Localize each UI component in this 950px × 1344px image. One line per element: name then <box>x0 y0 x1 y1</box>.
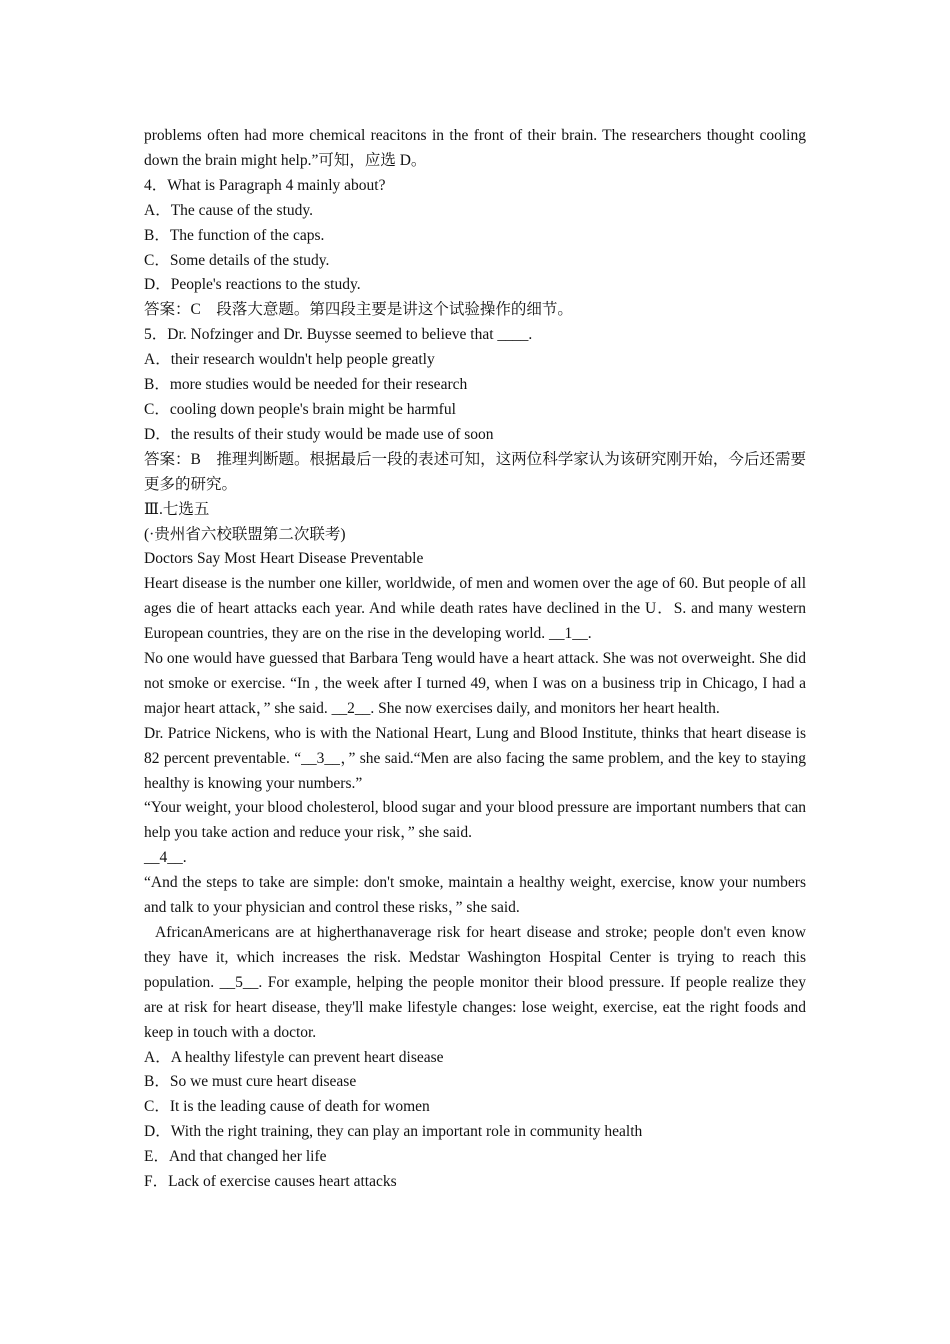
choice-option-d: D．With the right training, they can play an important role in community health <box>144 1123 643 1141</box>
passage-title: Doctors Say Most Heart Disease Preventable <box>144 550 424 568</box>
passage-paragraph-5: “And the steps to take are simple: don't smoke, maintain a healthy weight, exercise, know your numbers and talk to your physician and control these risks，” she said. <box>144 874 806 917</box>
question-4-stem: 4．What is Paragraph 4 mainly about? <box>144 176 386 194</box>
choice-option-c: C．It is the leading cause of death for women <box>144 1098 430 1116</box>
document-page <box>144 124 806 1195</box>
choice-option-f: F．Lack of exercise causes heart attacks <box>144 1173 397 1191</box>
question-5-option-d: D．the results of their study would be made use of soon <box>144 425 494 443</box>
question-4-option-b: B．The function of the caps. <box>144 226 325 244</box>
choice-option-e: E．And that changed her life <box>144 1148 327 1166</box>
question-4-answer: 答案：C 段落大意题。第四段主要是讲这个试验操作的细节。 <box>144 301 573 319</box>
question-5-stem: 5．Dr. Nofzinger and Dr. Buysse seemed to believe that ____. <box>144 326 533 344</box>
question-3-explanation: problems often had more chemical reacitons in the front of their brain. The researchers thought cooling down the brain might help.”可知，应选 D。 <box>144 127 806 169</box>
passage-blank-4: __4__. <box>144 849 187 867</box>
choice-option-a: A．A healthy lifestyle can prevent heart disease <box>144 1048 444 1066</box>
question-4-option-c: C．Some details of the study. <box>144 251 330 269</box>
passage-paragraph-1: Heart disease is the number one killer, worldwide, of men and women over the age of 60. But people of all ages die of heart attacks each year. And while death rates have declined in the U．S. and many western European countries, they are on the rise in the developing world. __1__. <box>144 575 806 643</box>
choice-option-b: B．So we must cure heart disease <box>144 1073 357 1091</box>
section-heading: Ⅲ.七选五 <box>144 500 210 518</box>
section-source: (·贵州省六校联盟第二次联考) <box>144 525 346 543</box>
question-5-option-c: C．cooling down people's brain might be harmful <box>144 400 456 418</box>
passage-paragraph-2: No one would have guessed that Barbara Teng would have a heart attack. She was not overweight. She did not smoke or exercise. “In , the week after I turned 49, when I was on a business trip in Chicago, I had a major heart attack，” she said. __2__. She now exercises daily, and monitors her heart health. <box>144 650 806 717</box>
question-4-option-a: A．The cause of the study. <box>144 201 314 219</box>
question-4-option-d: D．People's reactions to the study. <box>144 276 361 294</box>
passage-paragraph-3: Dr. Patrice Nickens, who is with the National Heart, Lung and Blood Institute, thinks that heart disease is 82 percent preventable. “__3__，” she said.“Men are also facing the same problem, and the key to staying healthy is knowing your numbers.” <box>144 724 806 792</box>
question-5-option-b: B．more studies would be needed for their research <box>144 376 468 394</box>
passage-paragraph-6: AfricanAmericans are at higherthanaverage risk for heart disease and stroke; people don't even know they have it, which increases the risk. Medstar Washington Hospital Center is trying to reach this population. __5__. For example, helping the people monitor their blood pressure. If people realize they are at risk for heart disease, they'll make lifestyle changes: lose weight, exercise, eat the right foods and keep in touch with a doctor. <box>144 924 806 1041</box>
passage-paragraph-4: “Your weight, your blood cholesterol, blood sugar and your blood pressure are important numbers that can help you take action and reduce your risk，” she said. <box>144 799 806 842</box>
question-5-answer: 答案：B 推理判断题。根据最后一段的表述可知，这两位科学家认为该研究刚开始，今后还需要更多的研究。 <box>144 450 806 493</box>
question-5-option-a: A．their research wouldn't help people greatly <box>144 351 435 369</box>
